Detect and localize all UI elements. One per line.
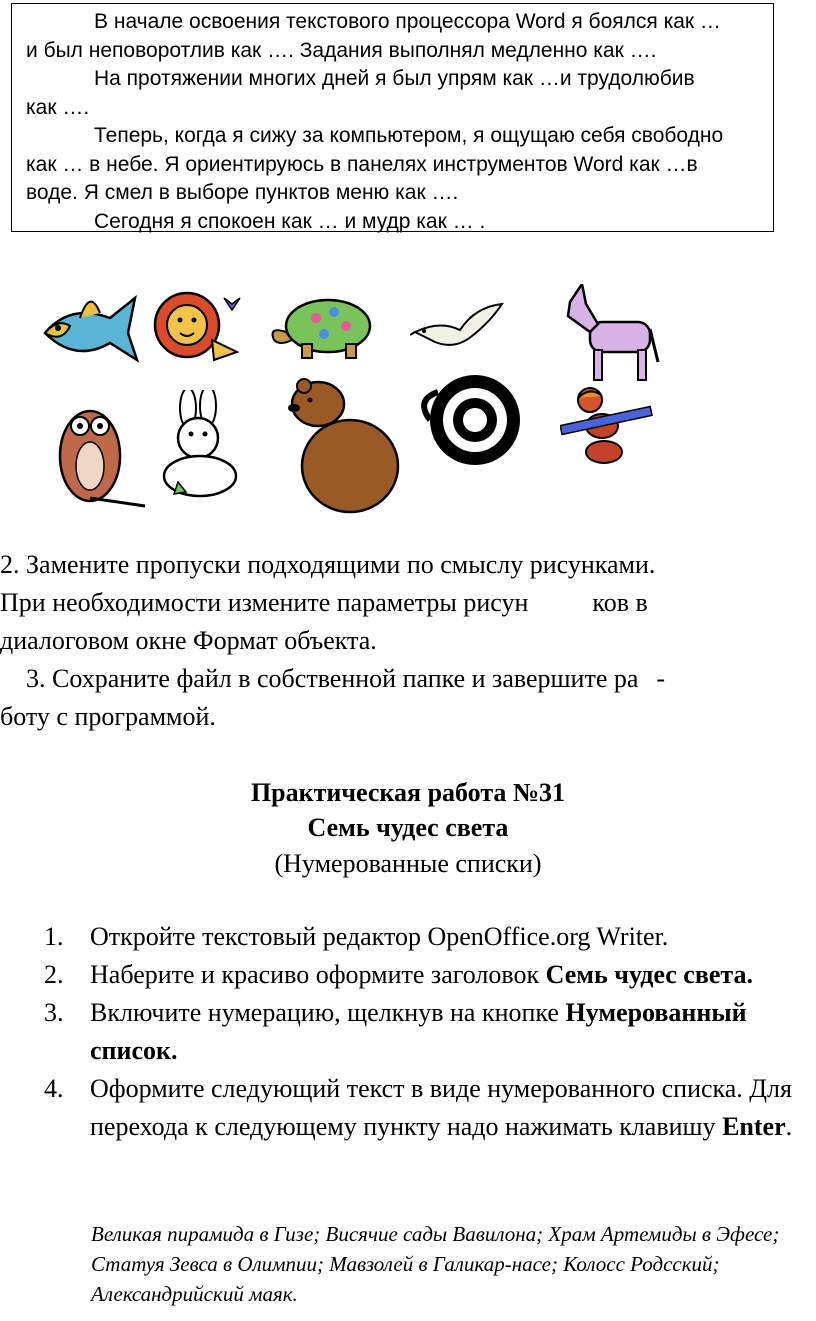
- list-number: 4.: [44, 1074, 64, 1103]
- donkey-icon: [560, 284, 660, 384]
- list-text: Включите нумерацию, щелкнув на кнопке: [90, 998, 566, 1027]
- list-text: Откройте текстовый редактор OpenOffice.org Writer.: [90, 922, 669, 951]
- task-2-text: При необходимости измените параметры рисун: [0, 588, 529, 617]
- task-2-text: ков в: [592, 588, 648, 617]
- list-item: [0, 1070, 816, 1146]
- list-text: .: [785, 1112, 793, 1141]
- list-text: Наберите и красиво оформите заголовок: [90, 960, 546, 989]
- turtle-icon: [266, 296, 376, 361]
- lion-icon: [152, 290, 242, 365]
- list-text: Оформите следующий текст в виде нумерованного списка. Для перехода к следующему пункту надо нажимать клавишу: [90, 1074, 792, 1141]
- task-2-line: диалоговом окне Формат объекта.: [0, 626, 377, 655]
- box-line: как ….: [26, 95, 90, 119]
- task-3-line: боту с программой.: [0, 702, 216, 731]
- list-number: 1.: [44, 922, 64, 951]
- fish-icon: [40, 288, 140, 363]
- steps-list: [0, 918, 816, 1146]
- snake-icon: [420, 370, 530, 470]
- list-item: [0, 994, 816, 1070]
- ant-icon: [560, 386, 655, 466]
- task-3: [0, 660, 816, 736]
- box-line: воде. Я смел в выборе пунктов меню как ….: [26, 181, 459, 204]
- animal-pictures: [30, 278, 670, 518]
- box-line: В начале освоения текстового процессора Word я боялся как …: [94, 10, 721, 33]
- task-2-line: [0, 584, 816, 622]
- page-title: Практическая работа №31: [250, 778, 566, 807]
- list-item: [0, 918, 816, 956]
- task-2-line: 2. Замените пропуски подходящими по смыслу рисунками.: [0, 550, 656, 579]
- task-3-line: [0, 660, 816, 698]
- list-number: 3.: [44, 998, 64, 1027]
- wonders-text: Великая пирамида в Гизе; Висячие сады Вавилона; Храм Артемиды в Эфесе; Статуя Зевса в Олимпии; Мавзолей в Галикар-насе; Колосс Родсский; Александрийский маяк.: [91, 1222, 780, 1306]
- page-subtitle: Семь чудес света: [307, 813, 509, 842]
- list-item: [0, 956, 816, 994]
- box-line: Теперь, когда я сижу за компьютером, я ощущаю себя свободно: [94, 124, 724, 147]
- owl-icon: [50, 386, 150, 511]
- task-3-text: 3. Сохраните файл в собственной папке и завершите ра: [26, 664, 639, 693]
- list-bold: Нумерованный список.: [90, 998, 747, 1065]
- list-bold: Enter: [722, 1112, 786, 1141]
- box-line: На протяжении многих дней я был упрям как …и трудолюбив: [94, 67, 695, 90]
- dove-icon: [410, 302, 505, 352]
- page-note: (Нумерованные списки): [274, 849, 542, 878]
- list-bold: Семь чудес света.: [545, 960, 753, 989]
- task-3-text: -: [656, 664, 666, 693]
- exercise-text-box: [11, 3, 774, 232]
- bear-icon: [280, 376, 400, 516]
- rabbit-icon: [148, 390, 248, 500]
- list-number: 2.: [44, 960, 64, 989]
- box-line: как … в небе. Я ориентируюсь в панелях инструментов Word как …в: [26, 152, 698, 176]
- box-line: и был неповоротлив как …. Задания выполнял медленно как ….: [26, 38, 657, 62]
- box-line: Сегодня я спокоен как … и мудр как … .: [94, 209, 486, 233]
- task-2: [0, 546, 816, 660]
